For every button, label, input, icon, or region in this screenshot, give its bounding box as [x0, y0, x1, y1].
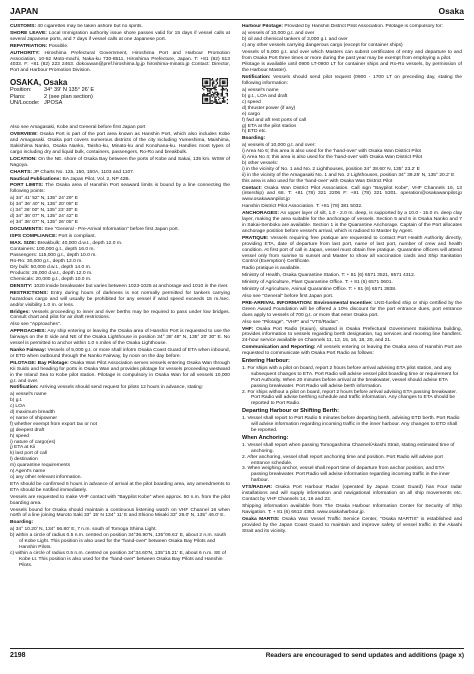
- harbour-boarding-list-item: a) vessels of 10,000 g.t. and over:: [242, 143, 316, 149]
- overview-heading: Nautical Publications:: [10, 176, 62, 182]
- intro-text: Hiroshima Prefectural Government, Hiroshima Port and Harbour Promotion Association, 10-52 Moto-machi, Naka-ku 730-8511, Hiroshima Prefecture, Japan. T: +81 (82) 513 4033. F: +81 (82) 223 2463. dokouwan@pref.hiroshima.lg.jp hiroshima-minato.jp Contact: Director, Port and Harbour Promotion Division.: [10, 50, 230, 74]
- footer: [10, 652, 464, 664]
- harbour-boarding-list-item: ii) in the vicinity of the Amagasaki No. 1 and No. 2 Lighthouses, position 34° 39.25' N, 135° 20.2' E: [242, 172, 455, 178]
- notification-list-item: f) fwd and aft rest ports of call: [242, 117, 307, 123]
- harbour-boarding-list-item: i) Area No 6; this area is also used for the 'hand-over' with Osaka Wan District Pilot: [242, 149, 421, 155]
- entering-list-item: 1. For ships with a pilot on board, report 2 hours before arrival advising ETA pilot station, and any subsequent changes to ETA. Port Radio will advise vessel pilot boarding time or requirement for Port Authority. When 20 minutes before arrival at the breakwater, vessel should advise ETA passing breakwater. Port Radio will advise berth information.: [242, 365, 459, 389]
- restrictions-text: Entry during hours of darkness is not normally permitted for tankers carrying hazardous cargo and will usually be prohibited for any vessel if wind speed exceeds 15 m./sec. and/or visibility 1.0 m. or less.: [10, 290, 230, 308]
- vts-heading: VTS/RADAR:: [242, 485, 273, 491]
- pilotage-notes-text: Vessels should send pilot request (0900 - 1700 LT on preceding day, stating the following information:: [242, 75, 462, 87]
- pilotage-notes-paragraph: [242, 50, 462, 62]
- pilotage-notes-paragraph: [242, 62, 462, 74]
- intro-text: Local Immigration authority issue shore passes valid for 15 days if vessel calls at several Japanese ports, and 7 days if vessel calls at one Japanese port.: [10, 30, 230, 42]
- port-title: OSAKA, Osaka: [10, 78, 68, 88]
- contact-heading: PRATIQUE:: [242, 235, 269, 241]
- notification-list-item: h) ETD etc.: [242, 129, 267, 135]
- contact-paragraph: [242, 280, 462, 286]
- overview-text: BA Japan Pilot, Vol. 2, NP 42B.: [61, 176, 131, 182]
- compulsory-list: [242, 31, 462, 49]
- restrictions-paragraph: [10, 385, 230, 391]
- contact-paragraph: [242, 345, 462, 357]
- contact-text: Ministry of Agriculture, Animal Quarantine Office. T: + 81 (6) 6571 3838.: [242, 287, 397, 293]
- footer-note: Readers are encouraged to send updates and additions (page x): [265, 652, 464, 659]
- contact-text: Hanshin District Pilot Association. T: +81 (78) 381 5032.: [242, 204, 363, 210]
- restrictions-text: Any ship entering or leaving the Osaka area of Hanshin Port is requested to use the fairways on the E side and NE of the Osaka Lighthouse in position 34° 38' 48" N, 135° 20' 30" E. No vessel is permitted to anchor within 1.0 n.miles of the Osaka Lighthouse.: [10, 329, 230, 347]
- restrictions-paragraph: [10, 284, 230, 290]
- notification-list-item: b) g.t., LOA and draft: [242, 93, 288, 99]
- pilot-request-list-item: b) g.t.: [10, 398, 23, 404]
- contact-text: All vessels entering or leaving the Osaka area of Hanshin Port are requested to communicate with Osaka Port Radio as follows:: [242, 345, 462, 357]
- anchoring-heading: When Anchoring:: [242, 434, 289, 441]
- overview-paragraph: [10, 132, 230, 156]
- notification-list-item: e) cargo: [242, 111, 260, 117]
- contact-heading: PRE-ARRIVAL INFORMATION: Environmental Incentive:: [242, 300, 373, 306]
- overview-text: The Osaka area of Hanshin Port seaward limits is bound by a line connecting the following points:: [10, 183, 230, 195]
- contact-paragraph: [242, 294, 462, 300]
- right-column: [242, 24, 462, 644]
- contact-paragraph: [242, 327, 462, 345]
- restrictions-text: Osaka Wan Pilot Association serves vessels entering Osaka Wan through Kii Suido and heading for ports in Osaka Wan and provides pilotage for vessels proceeding westward in the Inland Sea to Kobe pilot station. Pilotage is compulsory in Osaka Wan for all vessels 10,000 g.t. and over.: [10, 360, 230, 384]
- pilot-request-list-item: e) name of shipowner: [10, 415, 58, 421]
- restrictions-text: Vessels of 5,000 g.t. or more shall inform Osaka Coast Guard of ETA when inbound, or ETD when outbound through the Nanko Fairway, by noon on the day before.: [10, 347, 230, 359]
- restrictions-paragraph: [10, 329, 230, 347]
- contact-paragraph: [242, 211, 462, 235]
- max-size-list-item: Passengers: 115,000 g.t., depth 10.0 m.: [10, 253, 97, 259]
- contact-paragraph: [242, 266, 462, 272]
- overview-text: Osaka Port is part of the port area known as Hanshin Port, which also includes Kobe and Amagasaki. Osaka port covers numerous districts of the city including Yumeshima, Maishima, Sakishima Nanko, Osaka Nanko, Taisho-ku, Minato-ku and Konohana-ku. Handles most types of cargo including dry and liquid bulk, containers, passengers, Ro-Ro and breakbulk.: [10, 132, 230, 155]
- notification-list-item: c) speed: [242, 99, 261, 105]
- anchoring-list-item: 1. Vessel shall report when passing Tomogashima Channel/Akashi Strait, stating estimated time of anchoring.: [242, 442, 455, 454]
- notification-list-item: g) ETA at the pilot station: [242, 123, 297, 129]
- pilot-request-list-item: k) last port of call: [10, 451, 47, 457]
- documents-heading: ISPS COMPLIANCE:: [10, 233, 58, 239]
- overview-heading: CHARTS:: [10, 169, 33, 175]
- intro-paragraph: [10, 51, 230, 75]
- eta-paragraph: [10, 520, 230, 526]
- restrictions-text: Arriving vessels should send request for pilots 12 hours in advance, stating:: [38, 385, 204, 391]
- port-limits-list-item: a) 34° 41' 52" N, 135° 24' 29" E: [10, 196, 78, 202]
- contact-text: Ministry of Agriculture, Plant Quarantine Office. T: + 81 (6) 6571 0601.: [242, 280, 393, 286]
- pilot-request-list-item: a) vessel's name: [10, 392, 47, 398]
- restrictions-text: Vessels proceeding to inner and river berths may be required to pass under low bridges. Consult chart and pilot for air draft restrictions.: [10, 309, 230, 321]
- restrictions-heading: APPROACHES:: [10, 329, 47, 335]
- contact-paragraph: [242, 273, 462, 279]
- eta-text: Vessels are requested to make VHF contact with "Baypilot Kobe" when approx. 50 n.m. from the pilot boarding area.: [10, 494, 230, 506]
- max-size-list: [10, 247, 230, 282]
- port-position-label: Position:: [10, 87, 32, 94]
- pilotage-notes-paragraph: [242, 75, 462, 87]
- harbour-boarding-list-item: ii) Area No 4; this area is also used for the 'hand-over' with Osaka Wan District Pilot: [242, 155, 422, 161]
- contact-text: Osaka Port Radio (Kaiun), situated in Osaka Prefectural Government Sakishima building, provides information to vessels regarding berth designation, tug services and mooring line handlers. 24-hour service available on Channels 11, 12, 15, 16, 18, 20, and 21.: [242, 326, 462, 344]
- port-also-see: Also see Amagasaki, Kobe and General before first Japan port: [10, 125, 146, 131]
- boarding-paragraph: [242, 136, 462, 142]
- pilot-request-list-item: h) speed: [10, 433, 30, 439]
- port-heading-block: [10, 78, 230, 122]
- documents-heading: DOCUMENTS:: [10, 226, 44, 232]
- documents-text: See "General - Pre-Arrival Information" before first Japan port.: [43, 226, 180, 232]
- qr-code-icon[interactable]: [202, 78, 228, 104]
- restrictions-heading: Bridges:: [10, 309, 30, 315]
- anchoring-list: [242, 443, 462, 484]
- documents-text: Breakbulk: 40,000 d.w.t., depth 12.0 m.: [36, 240, 123, 246]
- footer-rule: [10, 648, 464, 649]
- entering-list: [242, 366, 462, 407]
- max-size-list-item: Dry bulk: 50,000 d.w.t., depth 14.0 m.: [10, 265, 92, 271]
- port-position: [10, 87, 230, 94]
- port-unlocode-label: UN/Locode:: [10, 100, 40, 107]
- overview-paragraph: [10, 177, 230, 183]
- entering-list-item: 2. For ships without a pilot on board, report 2 hours before arrival advising ETA passing breakwater. Port Radio will advise berthing schedule and traffic information. Any changes to ETA should be reported to Port Radio.: [242, 389, 457, 407]
- boarding-heading: Boarding:: [242, 136, 266, 142]
- intro-paragraph: [10, 24, 230, 30]
- contact-heading: ANCHORAGES:: [242, 211, 279, 217]
- harbour-boarding-list: [242, 143, 462, 184]
- restrictions-text: Also see "Approaches".: [10, 322, 62, 328]
- contact-paragraph: [242, 186, 462, 204]
- overview-text: On the NE. shore of Osaka Bay between the ports of Kobe and Sakai, 135 km. WSW of Nagoya.: [10, 156, 230, 168]
- harbour-boarding-list-item: this area is also used for the 'hand-over' with Osaka Wan District Pilot: [242, 178, 393, 184]
- vts-text: Osaka Wan Vessel Traffic Service Center, "Osaka MARTIS" is established and provided by the Japan Coast Guard to maintain and improve safety of vessel traffic in the Akashi Strait and its vicinity.: [242, 516, 462, 534]
- eta-text: ETA should be confirmed 6 hours in advance of arrival at the pilot boarding area, any amendments to ETA should be notified immediately.: [10, 481, 230, 493]
- port-unlocode-value: JPOSA: [44, 100, 63, 107]
- contact-heading: VHF:: [242, 326, 254, 332]
- eta-paragraph: [10, 482, 230, 494]
- contact-text: An upper layer of silt, 1.0 - 2.0 m. deep, is supported by a 10.0 - 15.0 m. deep clay layer, making the area suitable for the anchorage of vessels. Section 5 and 6 in Osaka Nanko and 7 in Sakai-Senboku are available. Section 1 is the Quarantine Anchorage. Captain of the Port allocates anchorage position before vessel's arrival, which is radioed to Master by Agent.: [242, 211, 462, 234]
- restrictions-paragraph: [10, 310, 230, 322]
- anchoring-list-item: 3. When weighing anchor, vessel shall report time of departure from anchor position, and ETA passing breakwater. Port Radio will advise information regarding incoming traffic in the inner harbour.: [242, 466, 450, 484]
- contact-text: Also see "Pilotage", "VHF" and "VTS/Radar".: [242, 319, 340, 325]
- contact-heading: Communication and Reporting:: [242, 345, 316, 351]
- documents-paragraph: [10, 234, 230, 240]
- documents-paragraph: [10, 227, 230, 233]
- bay-boarding-list: [10, 527, 230, 568]
- contact-paragraph: [242, 204, 462, 210]
- eta-paragraph: [10, 495, 230, 507]
- intro-paragraph: [10, 31, 230, 43]
- documents-paragraph: [10, 241, 230, 247]
- restrictions-heading: RESTRICTIONS:: [10, 290, 49, 296]
- contact-paragraph: [242, 236, 462, 266]
- vts-paragraph: [242, 504, 462, 516]
- departing-list: [242, 416, 462, 434]
- documents-text: Port is compliant.: [57, 233, 96, 239]
- intro-heading: SHORE LEAVE:: [10, 30, 47, 36]
- port-limits-list-item: e) 34° 36' 07" N, 135° 26' 05" E: [10, 219, 78, 225]
- intro-text: 40 cigarettes may be taken ashore but no spirits.: [36, 24, 143, 29]
- anchoring-list-item: 2. After anchoring, vessel shall report anchoring time and position. Port Radio will advise port entrance schedule.: [242, 454, 443, 466]
- vts-paragraph: [242, 485, 462, 503]
- max-size-list-item: Ro-Ro: 30,000 g.t., depth 12.0 m.: [10, 259, 83, 265]
- documents-heading: MAX. SIZE:: [10, 240, 37, 246]
- header-rule: [10, 19, 464, 20]
- notification-list-item: d) thruster power (if any): [242, 105, 296, 111]
- overview-paragraph: [10, 157, 230, 169]
- contact-text: LNG-fuelled ship or ship certified by the Green Award Foundation will be offered a 10% discount for the port entrance dues, port entrance dues apply to vessels of 700 g.t. or more that enter Osaka port.: [242, 300, 462, 318]
- contact-text: Vessels requiring free pratique are requested to contact Port Health Authority directly, providing ETA, date of departure from last port, name of last port, number of crew and health condition. At first port of call in Japan, vessel must obtain free pratique. Quarantine officers will attend vessel only from sunrise to sunset and Master to show all vaccination cards and Ship Sanitation Control (Exemption) Certificate.: [242, 235, 462, 265]
- bay-boarding-list-item: c) within a circle of radius 0.5 n.m. centred on position 34°34.60'N, 135°15.21' E, about 6 n.m. SE of Kobe Lt. This position is also used for the "hand-over" between Osaka Bay Pilots and Hanshin Pilots.: [10, 550, 226, 568]
- notification-list-item: a) vessel's name: [242, 88, 279, 94]
- left-column: [10, 24, 230, 644]
- pilot-request-list-item: c) LOA: [10, 404, 26, 410]
- eta-text: Vessels bound for Osaka should maintain a continuous listening watch on VHF Channel 16 when north of a line joining Muroto Saki 33° 15' N 134° 11' E and Shiono Misaki 33° 26.0' N, 135° 46.0' E.: [10, 507, 230, 519]
- pilot-request-list: [10, 392, 230, 481]
- pilotage-notes-text: Pilotage is available until 0900 LT-0900 LT for container ships and Ro-Ro vessels, by permission of the Harbour Master).: [242, 62, 462, 74]
- contact-paragraph: [242, 287, 462, 293]
- vts-heading: Osaka MARTIS:: [242, 516, 280, 522]
- contact-heading: Contact:: [242, 185, 262, 191]
- running-header: [10, 6, 464, 18]
- vts-text: Shipping information available from The Osaka Harbour Information Center for Security of Ship Navigation. T: + 81 (6) 6612 4363. www.osakaharbour.jp.: [242, 503, 462, 515]
- harbour-pilotage-heading: Harbour Pilotage:: [242, 24, 284, 29]
- pilot-request-list-item: d) maximum breadth: [10, 410, 55, 416]
- pilot-request-list-item: f) whether exempt from export tax or not: [10, 421, 97, 427]
- restrictions-paragraph: [10, 361, 230, 385]
- bay-boarding-list-item: b) within a circle of radius 0.5 n.m. centred on position 34°36.90'N, 135°09.61' E, about 2 n.m. south of Kobe Light. This position is also used for the "hand-over" between Osaka Bay Pilots and Hanshin Pilots.: [10, 533, 227, 550]
- restrictions-heading: PILOTAGE: Bay Pilotage:: [10, 360, 69, 366]
- contact-paragraph: [242, 301, 462, 319]
- vts-paragraph: [242, 517, 462, 535]
- pilotage-notes-heading: Notification:: [242, 75, 271, 81]
- restrictions-heading: DENSITY:: [10, 283, 33, 289]
- contact-text: Also see "General" before first Japan port.: [242, 293, 334, 299]
- max-size-list-item: Chemicals: 20,000 g.t., depth 10.0 m.: [10, 277, 92, 282]
- overview-heading: LOCATION:: [10, 156, 37, 162]
- pilot-request-list-item: o) any other relevant information.: [10, 475, 82, 480]
- intro-heading: REPATRIATION:: [10, 43, 48, 49]
- harbour-boarding-list-item: b) other vessels:: [242, 160, 278, 166]
- restrictions-paragraph: [10, 291, 230, 309]
- port-position-value: 34° 39' N 135° 26' E: [44, 87, 95, 94]
- intro-heading: AUTHORITY:: [10, 50, 40, 56]
- contact-text: Radio pratique is available.: [242, 266, 301, 272]
- departing-heading: Departing Harbour or Shifting Berth:: [242, 408, 339, 415]
- port-limits-list-item: b) 34° 36' 40" N, 135° 20' 08" E: [10, 202, 78, 208]
- port-plans-value: 2 (see plan section): [44, 93, 93, 100]
- intro-paragraph: [10, 44, 230, 50]
- harbour-boarding-list-item: i) in the vicinity of No. 1 and No. 2 Lighthouses, position 34° 38.60' N, 135° 23.2' E: [242, 166, 420, 172]
- port-limits-list-item: c) 34° 36' 00" N, 135° 23' 30" E: [10, 208, 78, 214]
- intro-heading: CUSTOMS:: [10, 24, 36, 29]
- restrictions-paragraph: [10, 322, 230, 328]
- pilotage-notes-text: Vessels of 5,000 g.t. and over which Masters can submit certificates of entry and departure to and from Osaka Port three times or more during the past year may be exempt from employing a pilot.: [242, 49, 462, 61]
- max-size-list-item: Products: 26,000 d.w.t., depth 12.0 m.: [10, 271, 93, 277]
- port-unlocode: [10, 100, 230, 107]
- restrictions-text: 1020 inside breakwater but varies between 1023-1025 at anchorage and 1010 in the river.: [32, 283, 229, 289]
- departing-list-item: 1. Vessel shall report to Port Radio 5 minutes before departing berth, advising ETD berth. Port Radio will advise information regarding incoming traffic in the inner harbour. Any changes to ETD shall be reported.: [242, 416, 460, 433]
- compulsory-list-item: c) any other vessels carrying dangerous cargo (except for container ships): [242, 42, 403, 48]
- max-size-list-item: Containers: 100,000 g.t., depth 16.0 m.: [10, 247, 95, 253]
- restrictions-paragraph: [10, 348, 230, 360]
- port-plans: [10, 94, 230, 101]
- intro-text: Possible.: [47, 43, 69, 49]
- page-number: 2198: [10, 652, 26, 659]
- pilot-request-list-item: g) deepest draft: [10, 427, 45, 433]
- port-limits-list-item: d) 34° 36' 07" N, 135° 24' 42" E: [10, 213, 78, 219]
- pilot-request-list-item: i) nature of cargo(es): [10, 439, 56, 445]
- eta-heading: Boarding:: [10, 520, 34, 526]
- restrictions-heading: Notification:: [10, 385, 39, 391]
- compulsory-list-item: b) oil and chemical tankers of 3,000 g.t. and over: [242, 36, 348, 42]
- entering-heading: Entering Harbour:: [242, 358, 290, 365]
- overview-heading: PORT LIMITS:: [10, 183, 44, 189]
- harbour-pilotage-paragraph: [242, 24, 462, 30]
- overview-heading: OVERVIEW:: [10, 132, 38, 138]
- eta-paragraph: [10, 508, 230, 520]
- contact-paragraph: [242, 320, 462, 326]
- contact-text: Osaka Wan District Pilot Association. Call sign "Baypilot Kobe", VHF Channels 16, 13 (intership) and 68. T: +81 (78) 321 2206 F: +81 (78) 321 5301. operation@osakawanpilot.jp www.osakawanpilot.jp: [242, 185, 462, 203]
- restrictions-heading: Nanko Fairway:: [10, 347, 47, 353]
- harbour-pilotage-text: Provided by Hanshin District Pilot Association. Pilotage is compulsory for:: [283, 24, 443, 29]
- overview-text: JP Charts No. 125, 150, 150A, 1103 and 1107.: [32, 169, 135, 175]
- port-plans-label: Plans:: [10, 93, 26, 100]
- compulsory-list-item: a) vessels of 10,000 g.t. and over: [242, 30, 315, 36]
- vts-text: Osaka Port Harbour Radar (operated by Japan Coast Guard) has Four radar installations and will supply information and navigational information on all ship movements etc. Contact by VHF Channels 14, 16 and 22.: [242, 485, 462, 502]
- overview-paragraph: [10, 170, 230, 176]
- pilot-request-list-item: n) Agent's name: [10, 469, 46, 475]
- header-port: Osaka: [438, 6, 464, 16]
- pilot-request-list-item: l) destination: [10, 457, 38, 463]
- overview-paragraph: [10, 183, 230, 195]
- header-country: JAPAN: [10, 6, 39, 16]
- port-limits-list: [10, 196, 230, 226]
- bay-boarding-list-item: a) 34° 10.20' N, 134° 56.80' E, 7 n.m. south of Tomoga Shima Light.: [10, 527, 157, 533]
- notification-list: [242, 88, 462, 135]
- pilot-request-list-item: j) ETA at Kii: [10, 445, 36, 451]
- contact-text: Ministry of Health, Osaka Quarantine Station. T: + 81 (6) 6571 3521, 6571 4312.: [242, 273, 416, 279]
- pilot-request-list-item: m) quarantine requirements: [10, 463, 71, 469]
